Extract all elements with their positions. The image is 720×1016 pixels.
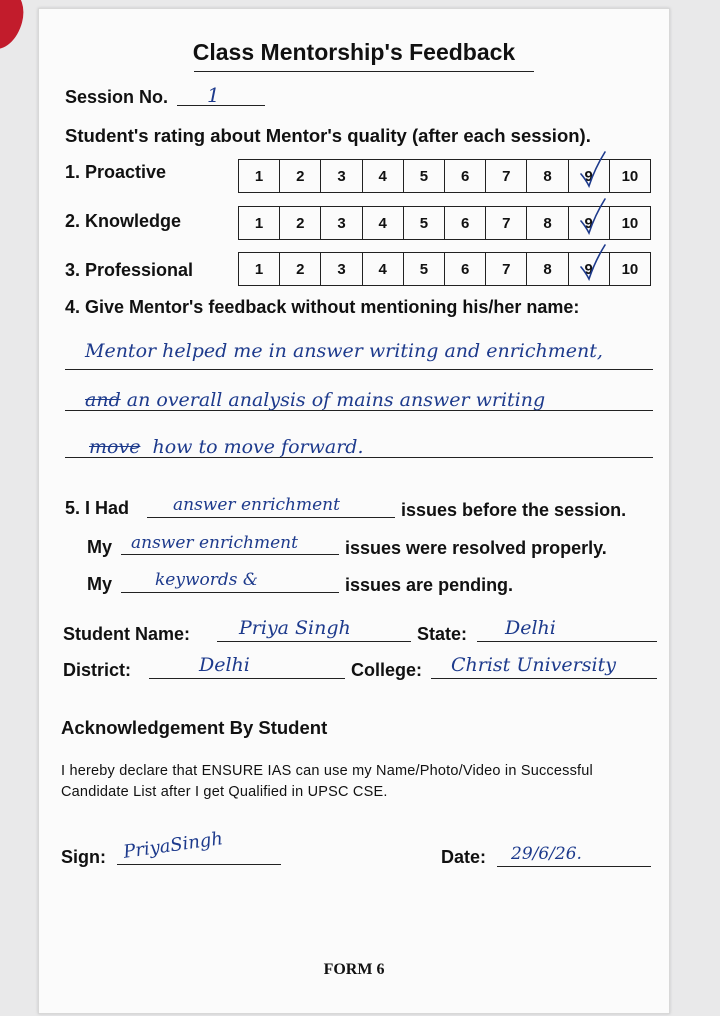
issues-had-line bbox=[147, 517, 395, 518]
state-label: State: bbox=[417, 624, 468, 644]
session-label: Session No. bbox=[65, 87, 169, 107]
signature: PriyaSingh bbox=[122, 828, 225, 863]
form-number: FORM 6 bbox=[323, 961, 385, 978]
issues-had-value: answer enrichment bbox=[173, 495, 340, 515]
date-value: 29/6/26. bbox=[511, 844, 582, 864]
college-value: Christ University bbox=[451, 654, 616, 676]
issues-resolved-value: answer enrichment bbox=[131, 533, 298, 553]
feedback-text-3: how to move forward. bbox=[152, 436, 364, 458]
issues-pending-line bbox=[121, 592, 339, 593]
checkmark-icon bbox=[577, 197, 607, 235]
feedback-struck-word-1: and bbox=[85, 389, 121, 411]
rating-cell-10: 10 bbox=[621, 214, 639, 232]
feedback-line-1 bbox=[65, 369, 653, 370]
rating-heading: Student's rating about Mentor's quality (after each session). bbox=[65, 125, 591, 146]
red-corner-decoration bbox=[0, 0, 29, 54]
rating-cell-7: 7 bbox=[486, 253, 527, 285]
rating-cell-4: 4 bbox=[363, 160, 404, 192]
criterion-proactive-label: 1. Proactive bbox=[65, 162, 167, 182]
feedback-text-2: an overall analysis of mains answer writing bbox=[126, 389, 546, 411]
district-value: Delhi bbox=[199, 654, 250, 676]
feedback-struck-word-2: move bbox=[89, 436, 141, 458]
rating-cell-4: 4 bbox=[363, 253, 404, 285]
date-label: Date: bbox=[441, 847, 487, 867]
college-label: College: bbox=[351, 660, 423, 680]
student-name-value: Priya Singh bbox=[239, 617, 351, 639]
issues-pending-suffix: issues are pending. bbox=[345, 575, 514, 595]
title-underline bbox=[194, 71, 534, 72]
declaration-text: I hereby declare that ENSURE IAS can use my Name/Photo/Video in Successful Candidate List after I get Qualified in UPSC CSE. bbox=[61, 763, 593, 800]
rating-cell-3: 3 bbox=[321, 253, 362, 285]
rating-cell-5: 5 bbox=[404, 207, 445, 239]
rating-cell-10: 10 bbox=[621, 167, 639, 185]
rating-cell-7: 7 bbox=[486, 207, 527, 239]
session-value: 1 bbox=[207, 83, 220, 107]
rating-cell-5: 5 bbox=[404, 253, 445, 285]
issues-resolved-line bbox=[121, 554, 339, 555]
rating-cell-1: 1 bbox=[239, 160, 280, 192]
rating-cell-8: 8 bbox=[527, 160, 568, 192]
issues-had-label: 5. I Had bbox=[65, 498, 130, 518]
student-name-line bbox=[217, 641, 411, 642]
rating-cell-6: 6 bbox=[445, 160, 486, 192]
rating-cell-6: 6 bbox=[445, 207, 486, 239]
rating-cell-2: 2 bbox=[280, 160, 321, 192]
rating-cell-3: 3 bbox=[321, 207, 362, 239]
rating-cell-9: 9 bbox=[569, 207, 610, 239]
checkmark-icon bbox=[577, 150, 607, 188]
issues-pending-label: My bbox=[87, 574, 113, 594]
rating-cell-4: 4 bbox=[363, 207, 404, 239]
rating-cell-5: 5 bbox=[404, 160, 445, 192]
criterion-professional-label: 3. Professional bbox=[65, 260, 194, 280]
acknowledgement-heading: Acknowledgement By Student bbox=[61, 717, 328, 738]
district-label: District: bbox=[63, 660, 132, 680]
rating-cell-10: 10 bbox=[621, 260, 639, 278]
rating-cell-2: 2 bbox=[280, 207, 321, 239]
rating-cell-1: 1 bbox=[239, 207, 280, 239]
rating-cell-6: 6 bbox=[445, 253, 486, 285]
criterion-knowledge-label: 2. Knowledge bbox=[65, 211, 182, 231]
college-line bbox=[431, 678, 657, 679]
checkmark-icon bbox=[577, 243, 607, 281]
date-line bbox=[497, 866, 651, 867]
student-name-label: Student Name: bbox=[63, 624, 191, 644]
issues-had-suffix: issues before the session. bbox=[401, 500, 627, 520]
form-title: Class Mentorship's Feedback bbox=[192, 39, 516, 65]
rating-scale-knowledge bbox=[238, 206, 651, 240]
feedback-heading: 4. Give Mentor's feedback without mentioning his/her name: bbox=[65, 297, 580, 317]
feedback-form-page bbox=[38, 8, 670, 1014]
issues-resolved-suffix: issues were resolved properly. bbox=[345, 538, 607, 558]
district-line bbox=[149, 678, 345, 679]
rating-cell-2: 2 bbox=[280, 253, 321, 285]
rating-cell-8: 8 bbox=[527, 207, 568, 239]
rating-scale-proactive bbox=[238, 159, 651, 193]
rating-cell-3: 3 bbox=[321, 160, 362, 192]
sign-line bbox=[117, 864, 281, 865]
issues-resolved-label: My bbox=[87, 537, 113, 557]
issues-pending-value: keywords & bbox=[155, 570, 259, 590]
sign-label: Sign: bbox=[61, 847, 106, 867]
session-line bbox=[177, 105, 265, 106]
rating-cell-7: 7 bbox=[486, 160, 527, 192]
rating-cell-1: 1 bbox=[239, 253, 280, 285]
rating-cell-9: 9 bbox=[569, 253, 610, 285]
rating-scale-professional bbox=[238, 252, 651, 286]
state-line bbox=[477, 641, 657, 642]
rating-cell-9: 9 bbox=[569, 160, 610, 192]
state-value: Delhi bbox=[505, 617, 556, 639]
rating-cell-8: 8 bbox=[527, 253, 568, 285]
feedback-text-1: Mentor helped me in answer writing and enrichment, bbox=[85, 340, 603, 362]
